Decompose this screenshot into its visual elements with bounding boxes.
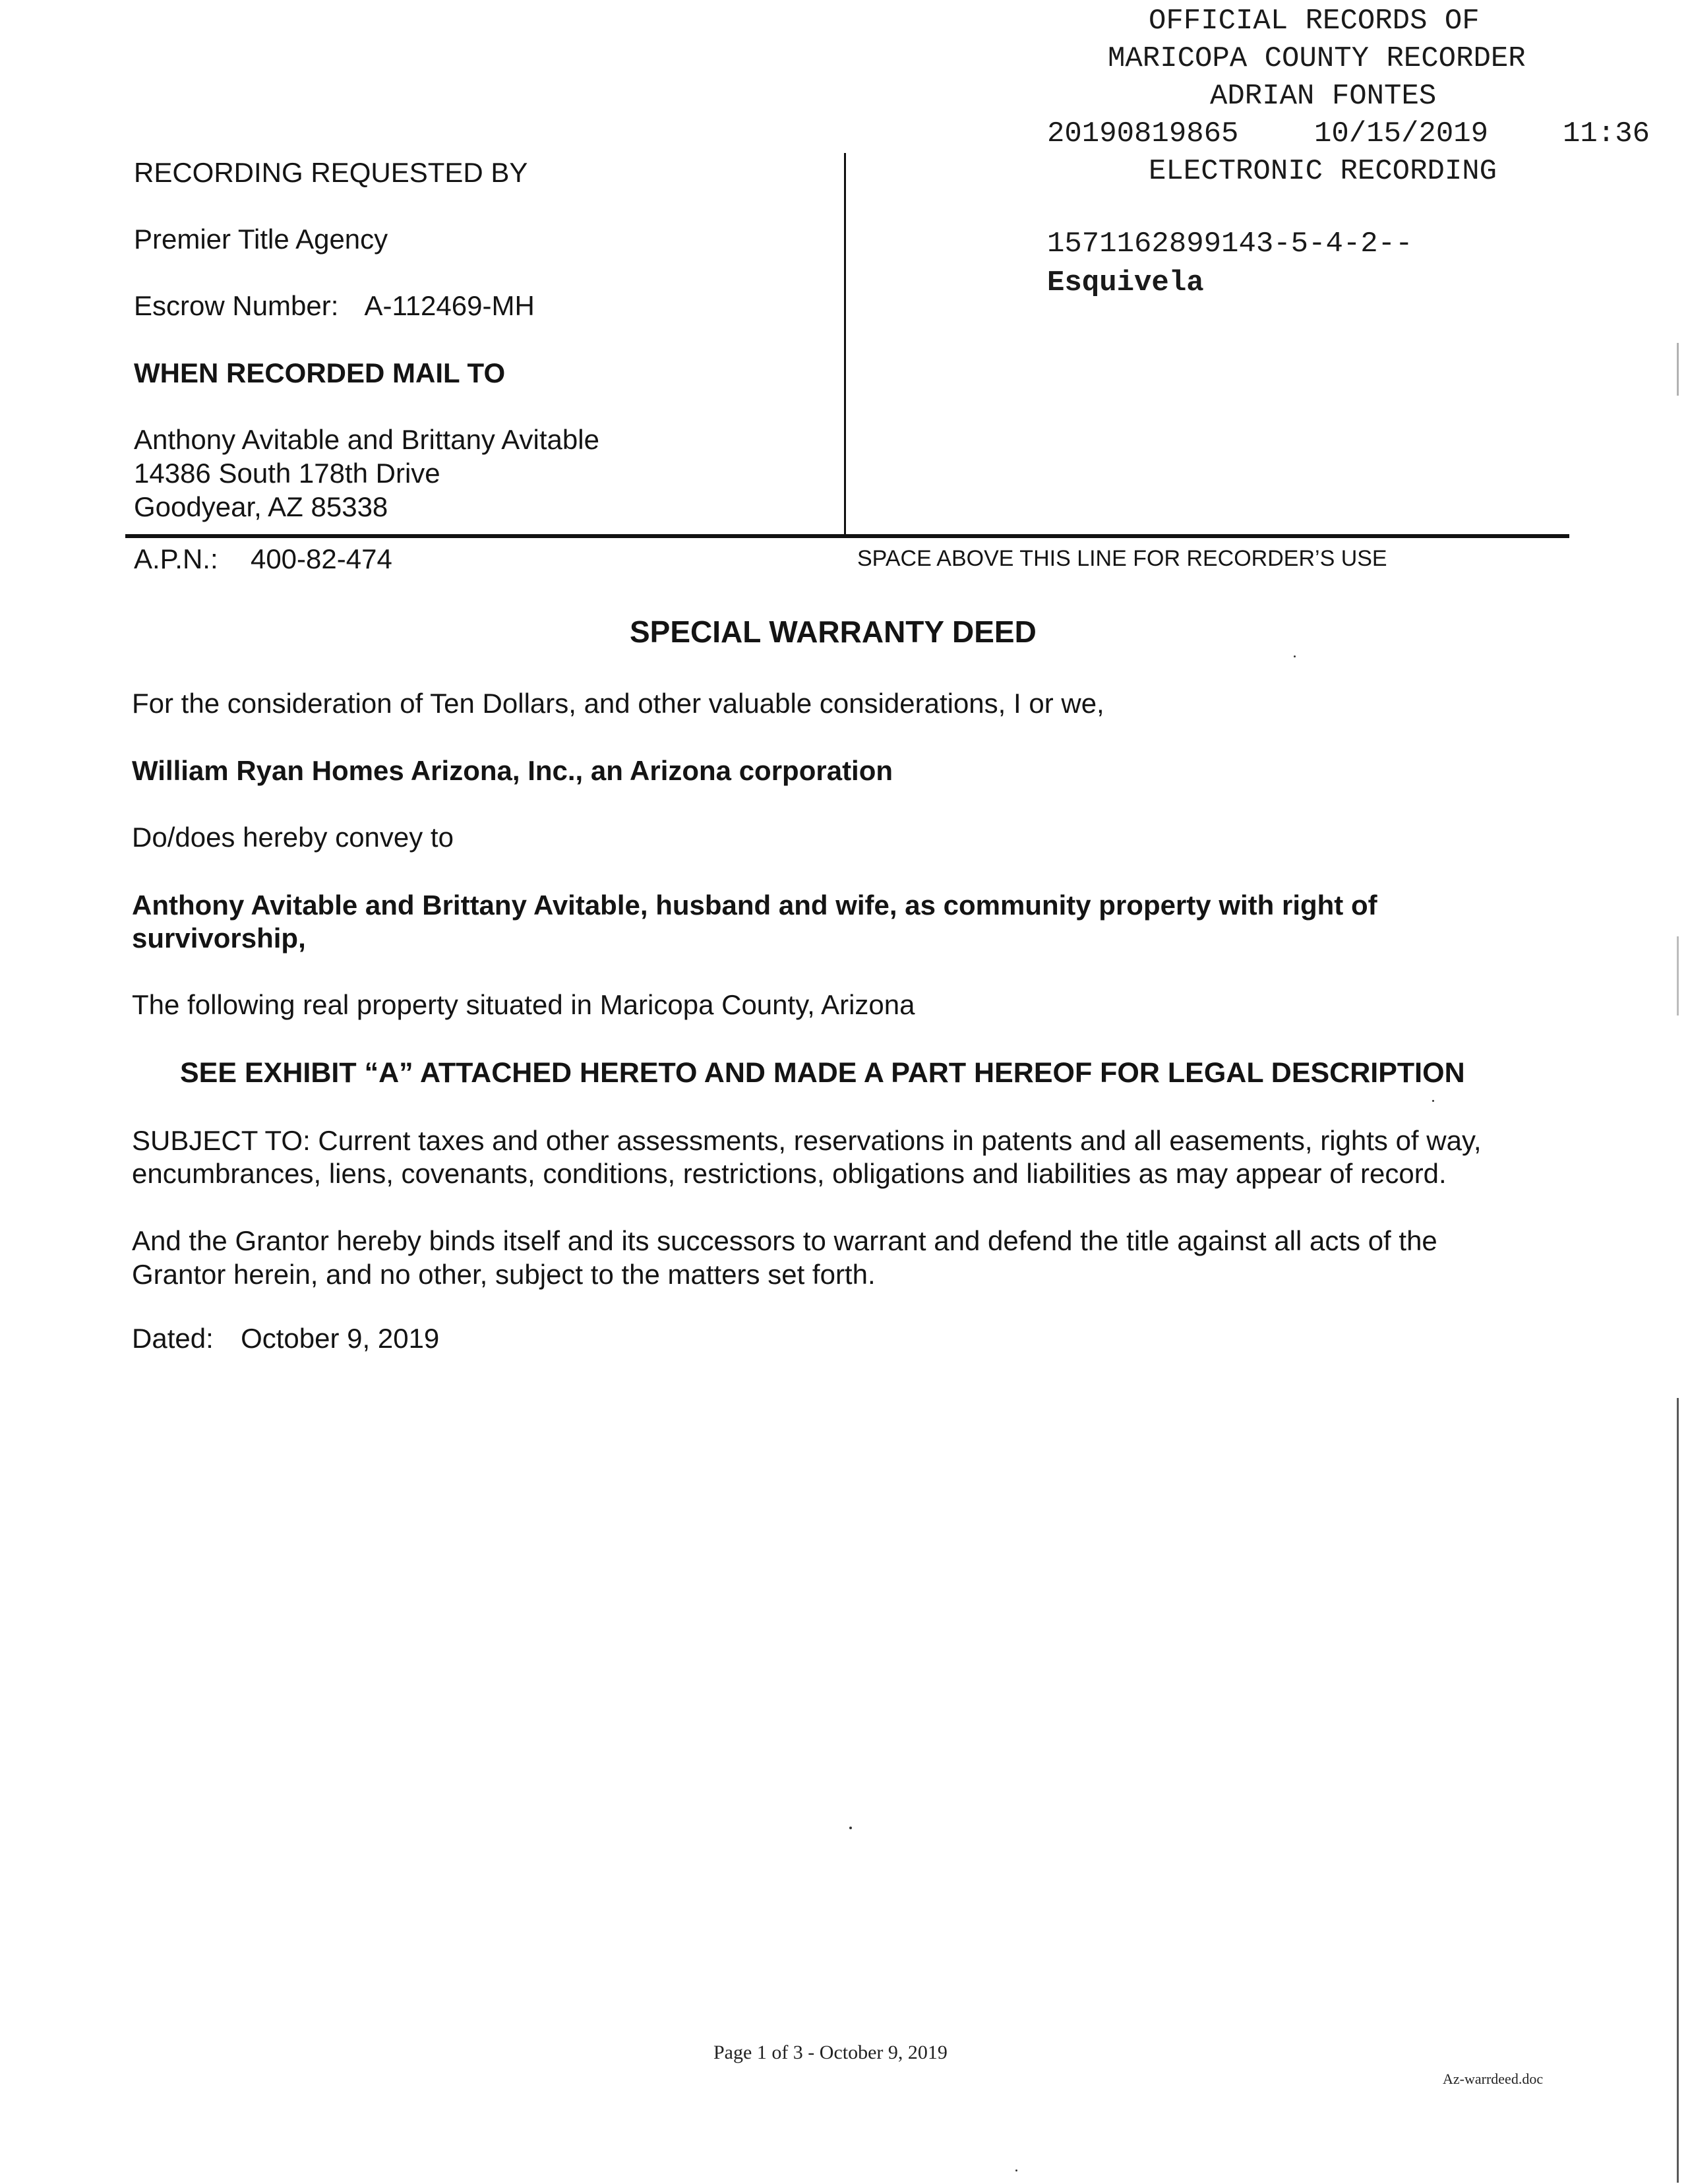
mail-to-label: WHEN RECORDED MAIL TO	[134, 357, 506, 388]
mail-to-city: Goodyear, AZ 85338	[134, 491, 388, 522]
stamp-line-electronic-recording: ELECTRONIC RECORDING	[1149, 155, 1497, 188]
apn-value: 400-82-474	[250, 543, 392, 574]
exhibit-reference: SEE EXHIBIT “A” ATTACHED HERETO AND MADE A PART HEREOF FOR LEGAL DESCRIPTION	[180, 1057, 1465, 1089]
title-agency-name: Premier Title Agency	[134, 224, 388, 255]
mail-to-street: 14386 South 178th Drive	[134, 458, 440, 489]
mail-to-name: Anthony Avitable and Brittany Avitable	[134, 424, 599, 455]
scan-edge-mark	[1677, 1398, 1679, 2183]
scan-edge-mark	[1677, 343, 1679, 396]
property-location: The following real property situated in Maricopa County, Arizona	[132, 989, 915, 1020]
scan-edge-mark	[1677, 936, 1679, 1016]
scan-speck	[1432, 1100, 1434, 1102]
page-footer: Page 1 of 3 - October 9, 2019	[713, 2042, 948, 2063]
escrow-number-value: A-112469-MH	[364, 290, 535, 321]
stamp-time: 11:36	[1563, 117, 1650, 150]
convey-statement: Do/does hereby convey to	[132, 822, 454, 853]
stamp-line-official-records: OFFICIAL RECORDS OF	[1149, 5, 1480, 38]
grantee-line-2: survivorship,	[132, 923, 306, 954]
subject-to-line-2: encumbrances, liens, covenants, conditions, restrictions, obligations and liabilities as may appear of record.	[132, 1158, 1447, 1189]
stamp-operator: Esquivela	[1047, 266, 1204, 299]
recorder-box-vertical-divider	[844, 153, 846, 535]
scan-speck	[849, 1827, 852, 1829]
stamp-fee-number: 20190819865	[1047, 117, 1239, 150]
stamp-date: 10/15/2019	[1314, 117, 1489, 150]
grantee-line-1: Anthony Avitable and Brittany Avitable, husband and wife, as community property with right of	[132, 890, 1377, 921]
dated-value: October 9, 2019	[241, 1323, 440, 1354]
warranty-line-2: Grantor herein, and no other, subject to the matters set forth.	[132, 1259, 876, 1290]
consideration-paragraph: For the consideration of Ten Dollars, and other valuable considerations, I or we,	[132, 688, 1104, 719]
recorder-box-horizontal-rule	[125, 534, 1569, 538]
recording-requested-label: RECORDING REQUESTED BY	[134, 157, 528, 188]
stamp-line-recorder-name: ADRIAN FONTES	[1210, 80, 1437, 113]
warranty-line-1: And the Grantor hereby binds itself and its successors to warrant and defend the title against all acts of the	[132, 1225, 1437, 1256]
recorder-use-notice: SPACE ABOVE THIS LINE FOR RECORDER’S USE	[857, 546, 1387, 571]
escrow-number-label: Escrow Number:	[134, 290, 339, 321]
subject-to-line-1: SUBJECT TO: Current taxes and other assessments, reservations in patents and all easements, rights of way,	[132, 1125, 1482, 1156]
grantor-name: William Ryan Homes Arizona, Inc., an Arizona corporation	[132, 755, 893, 786]
apn-row	[134, 542, 392, 576]
stamp-line-county-recorder: MARICOPA COUNTY RECORDER	[1108, 42, 1526, 75]
document-filename: Az-warrdeed.doc	[1443, 2071, 1544, 2087]
deed-title: SPECIAL WARRANTY DEED	[630, 615, 1037, 649]
escrow-number-row	[134, 289, 535, 322]
stamp-document-id: 1571162899143-5-4-2--	[1047, 228, 1413, 260]
dated-row	[132, 1321, 439, 1355]
scan-speck	[1294, 655, 1296, 657]
scan-speck	[1015, 2169, 1017, 2171]
apn-label: A.P.N.:	[134, 543, 218, 574]
dated-label: Dated:	[132, 1323, 214, 1354]
